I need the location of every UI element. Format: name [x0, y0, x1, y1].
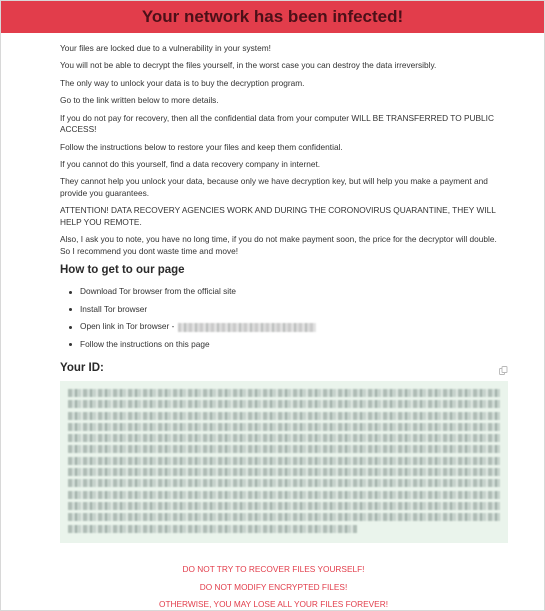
- bullet-icon: [69, 326, 72, 329]
- how-to-heading: How to get to our page: [60, 264, 185, 277]
- list-item: [69, 339, 508, 351]
- redacted-line: [68, 400, 500, 408]
- id-textbox[interactable]: [60, 381, 508, 543]
- list-item: [69, 286, 508, 298]
- id-header-row: [60, 362, 508, 378]
- steps-list: [60, 286, 508, 350]
- warnings-block: [1, 564, 545, 611]
- warning-text: DO NOT TRY TO RECOVER FILES YOURSELF!: [182, 564, 365, 574]
- redacted-line: [68, 479, 500, 487]
- intro-paragraph: Your files are locked due to a vulnerability in your system!: [60, 43, 271, 53]
- id-value-redacted: [68, 389, 500, 536]
- bullet-icon: [69, 343, 72, 346]
- page-title: Your network has been infected!: [141, 7, 404, 26]
- redacted-line: [68, 513, 500, 521]
- bullet-icon: [69, 291, 72, 294]
- warning-text: DO NOT MODIFY ENCRYPTED FILES!: [199, 581, 348, 592]
- intro-paragraph: They cannot help you unlock your data, because only we have decryption key, but will help you make a payment and provide you guarantees.: [60, 176, 488, 198]
- list-item: [69, 304, 508, 316]
- redacted-line: [68, 445, 500, 453]
- redacted-line: [68, 434, 500, 442]
- intro-paragraph: ATTENTION! DATA RECOVERY AGENCIES WORK AND DURING THE CORONOVIRUS QUARANTINE, THEY WILL HELP YOU REMOTE.: [60, 205, 496, 227]
- redacted-line: [68, 525, 357, 533]
- intro-paragraph: Go to the link written below to more details.: [60, 95, 219, 106]
- intro-paragraph: You will not be able to decrypt the files yourself, in the worst case you can destroy the data irreversibly.: [60, 60, 437, 71]
- step-text: Open link in Tor browser -: [80, 321, 175, 332]
- message-body: [60, 43, 508, 378]
- redacted-line: [68, 423, 500, 431]
- redacted-line: [68, 502, 500, 510]
- intro-paragraph: The only way to unlock your data is to buy the decryption program.: [60, 77, 305, 88]
- tor-link-redacted[interactable]: [178, 323, 316, 332]
- redacted-line: [68, 457, 500, 465]
- intro-paragraph: If you cannot do this yourself, find a data recovery company in internet.: [60, 158, 321, 169]
- bullet-icon: [69, 308, 72, 311]
- intro-paragraph: Also, I ask you to note, you have no long time, if you do not make payment soon, the price for the decryptor will double. So I recommend you dont waste time and move!: [60, 234, 497, 256]
- list-item: [69, 321, 508, 333]
- copy-icon[interactable]: [499, 362, 508, 371]
- id-heading: Your ID:: [60, 362, 104, 375]
- step-text: Follow the instructions on this page: [80, 338, 210, 349]
- redacted-line: [68, 412, 500, 420]
- redacted-line: [68, 389, 500, 397]
- warning-text: OTHERWISE, YOU MAY LOSE ALL YOUR FILES FOREVER!: [159, 599, 388, 609]
- step-text: Install Tor browser: [80, 303, 148, 314]
- redacted-line: [68, 468, 500, 476]
- header-banner: [1, 1, 544, 33]
- copy-icon-graphic: [499, 366, 508, 375]
- intro-paragraph: If you do not pay for recovery, then all the confidential data from your computer WILL BE TRANSFERRED TO PUBLIC ACCESS!: [60, 112, 494, 135]
- redacted-line: [68, 491, 500, 499]
- intro-paragraph: Follow the instructions below to restore your files and keep them confidential.: [60, 141, 343, 152]
- step-text: Download Tor browser from the official site: [80, 286, 237, 297]
